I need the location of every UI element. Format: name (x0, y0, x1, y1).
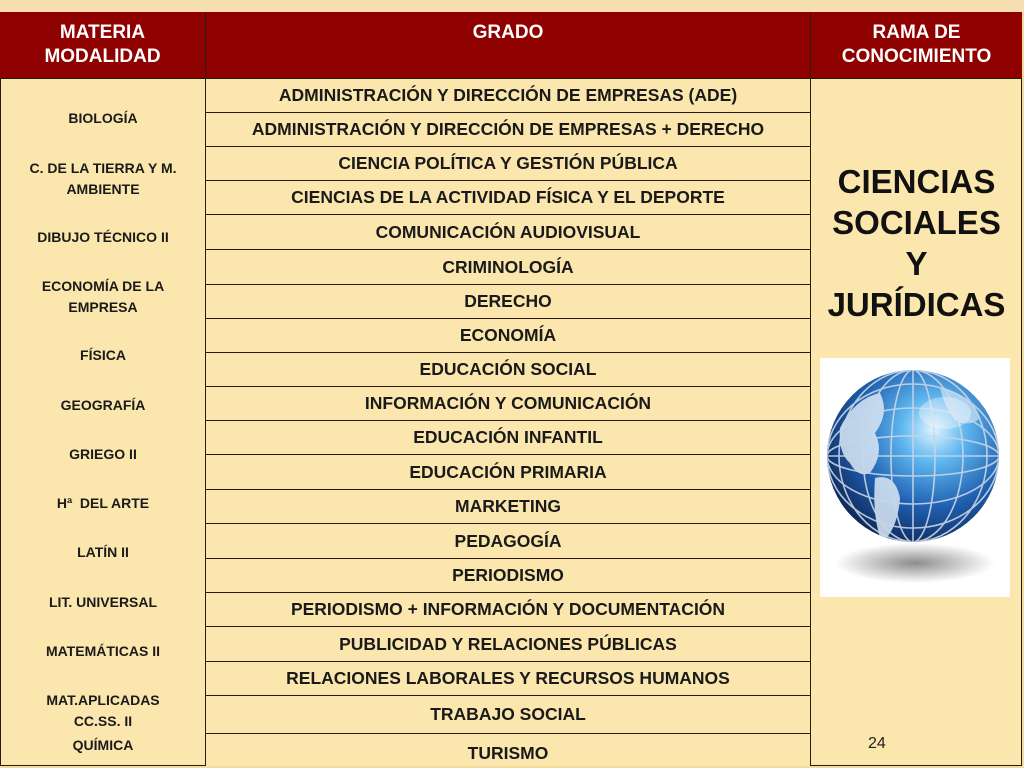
grado-row: ADMINISTRACIÓN Y DIRECCIÓN DE EMPRESAS + DERECHO (206, 113, 811, 147)
materia-item: LIT. UNIVERSAL (48, 594, 158, 610)
grado-row: CIENCIA POLÍTICA Y GESTIÓN PÚBLICA (206, 147, 811, 181)
page-number: 24 (868, 735, 886, 752)
materia-item: GRIEGO II (69, 446, 137, 462)
grado-row: PERIODISMO + INFORMACIÓN Y DOCUMENTACIÓN (206, 593, 811, 627)
materia-item: MATEMÁTICAS II (45, 643, 161, 659)
globe-image (820, 358, 1010, 597)
grado-row: EDUCACIÓN INFANTIL (206, 421, 811, 455)
header-rama-line1: RAMA DE (872, 22, 961, 43)
header-rama-conocimiento (811, 12, 1022, 79)
grado-row: ECONOMÍA (206, 319, 811, 353)
grado-row: PEDAGOGÍA (206, 524, 811, 559)
materia-item: DIBUJO TÉCNICO II (37, 229, 169, 245)
grado-row: TURISMO (206, 734, 811, 766)
rama-title (811, 161, 1022, 325)
rama-line: JURÍDICAS (827, 286, 1006, 323)
rama-line: SOCIALES (832, 204, 1001, 241)
materia-column (0, 79, 206, 766)
grado-list (206, 79, 811, 766)
header-materia-line1: MATERIA (59, 22, 146, 43)
grado-row: PERIODISMO (206, 559, 811, 593)
grado-row: COMUNICACIÓN AUDIOVISUAL (206, 215, 811, 250)
materia-item: BIOLOGÍA (68, 110, 138, 126)
grado-row: TRABAJO SOCIAL (206, 696, 811, 734)
header-materia-line2: MODALIDAD (44, 46, 161, 67)
materia-item: Hª DEL ARTE (56, 495, 150, 511)
materia-item: MAT.APLICADAS CC.SS. II (46, 692, 160, 729)
globe-icon (820, 358, 1010, 597)
grado-row: CRIMINOLOGÍA (206, 250, 811, 285)
grado-row: DERECHO (206, 285, 811, 319)
header-grado (206, 12, 811, 79)
grado-row: EDUCACIÓN PRIMARIA (206, 455, 811, 490)
grado-row: ADMINISTRACIÓN Y DIRECCIÓN DE EMPRESAS (ADE) (206, 79, 811, 113)
materia-item: C. DE LA TIERRA Y M. AMBIENTE (29, 160, 177, 197)
rama-line: Y (905, 245, 928, 282)
grado-row: INFORMACIÓN Y COMUNICACIÓN (206, 387, 811, 421)
grado-row: RELACIONES LABORALES Y RECURSOS HUMANOS (206, 662, 811, 696)
materia-item: QUÍMICA (72, 737, 134, 753)
materia-item: ECONOMÍA DE LA EMPRESA (41, 278, 165, 315)
header-materia-modalidad (0, 12, 206, 79)
grado-row: CIENCIAS DE LA ACTIVIDAD FÍSICA Y EL DEPORTE (206, 181, 811, 215)
grado-row: PUBLICIDAD Y RELACIONES PÚBLICAS (206, 627, 811, 662)
grado-row: MARKETING (206, 490, 811, 524)
header-rama-line2: CONOCIMIENTO (841, 46, 992, 67)
materia-item: GEOGRAFÍA (60, 397, 146, 413)
materia-item: LATÍN II (77, 544, 129, 560)
rama-line: CIENCIAS (837, 163, 996, 200)
rama-column (811, 79, 1022, 766)
grado-row: EDUCACIÓN SOCIAL (206, 353, 811, 387)
top-strip (0, 0, 1024, 12)
header-grado-label: GRADO (472, 22, 544, 43)
materia-item: FÍSICA (80, 347, 126, 363)
